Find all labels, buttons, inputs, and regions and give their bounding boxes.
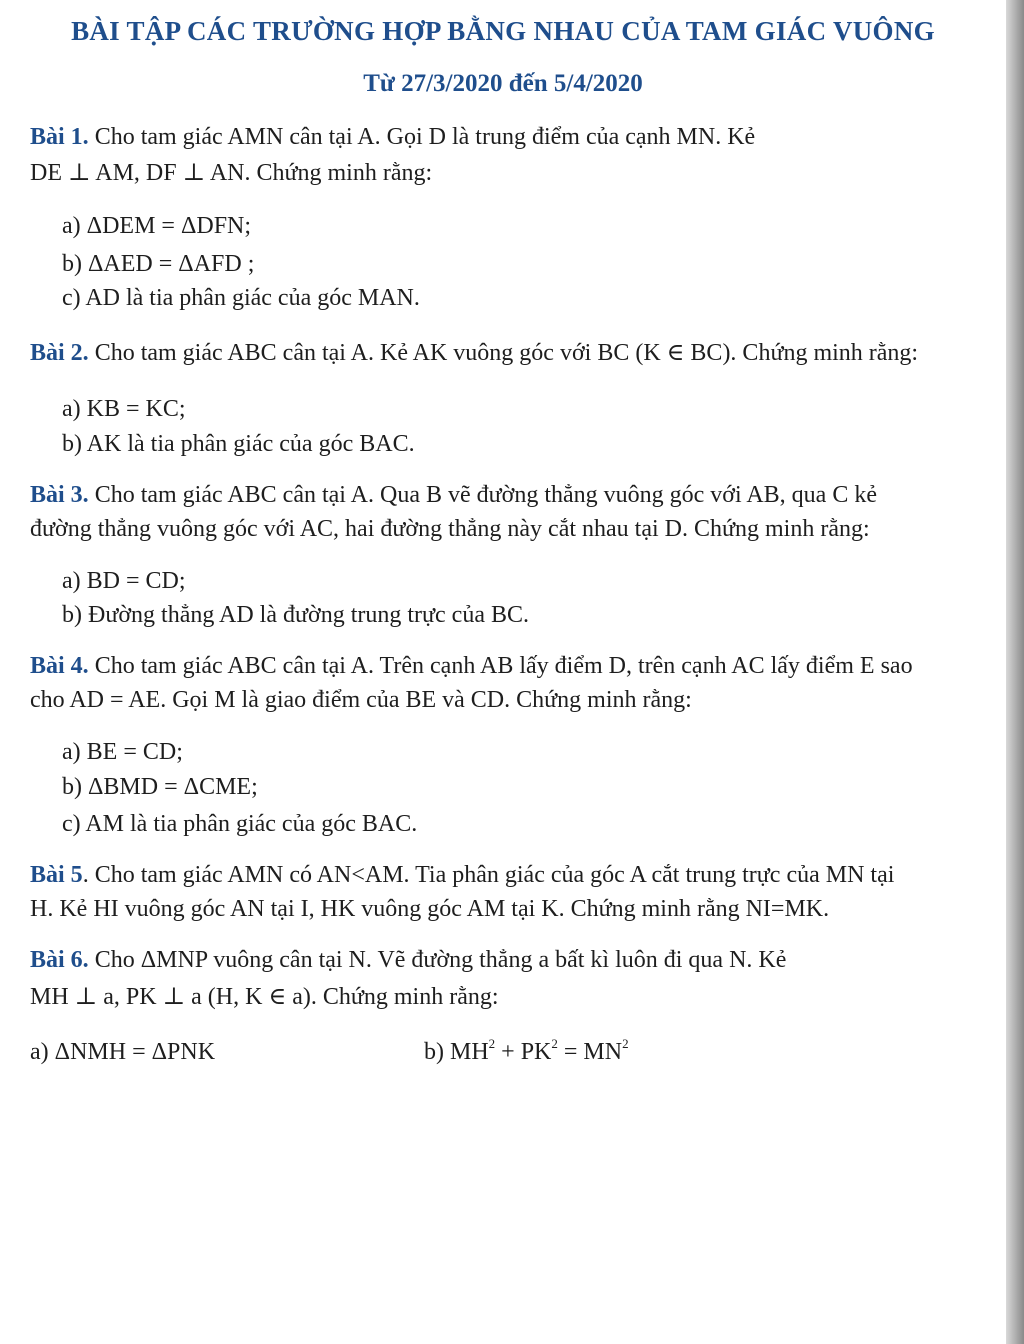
page-title: BÀI TẬP CÁC TRƯỜNG HỢP BẰNG NHAU CỦA TAM GIÁC VUÔNG (71, 16, 935, 46)
bai2-item-b: b) AK là tia phân giác của góc BAC. (62, 431, 415, 457)
bai2-item-a: a) KB = KC; (62, 396, 186, 422)
bai3-item-a: a) BD = CD; (62, 568, 186, 594)
bai1-line1: Bài 1. Cho tam giác AMN cân tại A. Gọi D là trung điểm của cạnh MN. Kẻ (30, 124, 756, 150)
bai3-label: Bài 3. (30, 482, 89, 508)
bai3-line2: đường thẳng vuông góc với AC, hai đường thẳng này cắt nhau tại D. Chứng minh rằng: (30, 516, 870, 542)
bai2-label: Bài 2. (30, 340, 89, 366)
bai1-line2: DE ⊥ AM, DF ⊥ AN. Chứng minh rằng: (30, 160, 433, 186)
bai3-line1: Bài 3. Cho tam giác ABC cân tại A. Qua B vẽ đường thẳng vuông góc với AB, qua C kẻ (30, 482, 877, 508)
bai6-line2: MH ⊥ a, PK ⊥ a (H, K ∈ a). Chứng minh rằng: (30, 984, 499, 1010)
bai5-label: Bài 5 (30, 862, 83, 888)
date-range: Từ 27/3/2020 đến 5/4/2020 (363, 70, 643, 97)
bai4-item-a: a) BE = CD; (62, 739, 183, 765)
bai1-label: Bài 1. (30, 124, 89, 150)
page-edge-shadow (1006, 0, 1024, 1344)
bai4-line2: cho AD = AE. Gọi M là giao điểm của BE và CD. Chứng minh rằng: (30, 687, 692, 713)
bai1-item-b: b) ΔAED = ΔAFD ; (62, 251, 255, 277)
bai1-item-c: c) AD là tia phân giác của góc MAN. (62, 285, 420, 311)
bai2-line1: Bài 2. Cho tam giác ABC cân tại A. Kẻ AK vuông góc với BC (K ∈ BC). Chứng minh rằng: (30, 340, 919, 366)
bai4-label: Bài 4. (30, 653, 89, 679)
bai6-item-a: a) ΔNMH = ΔPNK (30, 1039, 216, 1065)
bai3-item-b: b) Đường thẳng AD là đường trung trực của BC. (62, 602, 530, 628)
bai1-item-a: a) ΔDEM = ΔDFN; (62, 213, 252, 239)
bai4-item-c: c) AM là tia phân giác của góc BAC. (62, 811, 418, 837)
bai4-item-b: b) ΔBMD = ΔCME; (62, 774, 258, 800)
bai6-label: Bài 6. (30, 947, 89, 973)
bai6-line1: Bài 6. Cho ΔMNP vuông cân tại N. Vẽ đường thẳng a bất kì luôn đi qua N. Kẻ (30, 947, 787, 973)
bai5-line1: Bài 5. Cho tam giác AMN có AN<AM. Tia phân giác của góc A cắt trung trực của MN tại (30, 862, 895, 888)
bai6-item-b: b) $MH^2 + PK^2 = MN^2$ (424, 1036, 629, 1065)
bai4-line1: Bài 4. Cho tam giác ABC cân tại A. Trên cạnh AB lấy điểm D, trên cạnh AC lấy điểm E sao (30, 653, 913, 679)
bai5-line2: H. Kẻ HI vuông góc AN tại I, HK vuông góc AM tại K. Chứng minh rằng NI=MK. (30, 896, 830, 922)
